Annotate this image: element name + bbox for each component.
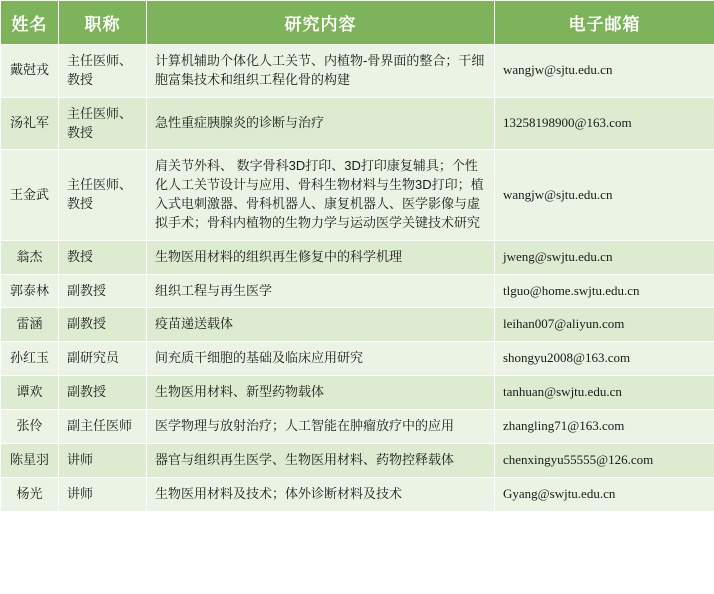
- cell-email: 13258198900@163.com: [495, 97, 714, 150]
- cell-title: 讲师: [59, 443, 147, 477]
- cell-research: 组织工程与再生医学: [147, 274, 495, 308]
- cell-research: 疫苗递送载体: [147, 308, 495, 342]
- cell-title: 教授: [59, 240, 147, 274]
- cell-email: chenxingyu55555@126.com: [495, 443, 714, 477]
- cell-title: 副教授: [59, 376, 147, 410]
- cell-email: wangjw@sjtu.edu.cn: [495, 150, 714, 240]
- table-row: [1, 477, 714, 511]
- table-row: [1, 308, 714, 342]
- cell-title: 讲师: [59, 477, 147, 511]
- cell-title: 副教授: [59, 308, 147, 342]
- cell-research: 器官与组织再生医学、生物医用材料、药物控释载体: [147, 443, 495, 477]
- cell-name: 孙红玉: [1, 342, 59, 376]
- cell-name: 戴尅戎: [1, 45, 59, 98]
- cell-email: leihan007@aliyun.com: [495, 308, 714, 342]
- cell-email: tlguo@home.swjtu.edu.cn: [495, 274, 714, 308]
- cell-name: 王金武: [1, 150, 59, 240]
- cell-research: 生物医用材料及技术；体外诊断材料及技术: [147, 477, 495, 511]
- cell-name: 雷涵: [1, 308, 59, 342]
- table-row: [1, 240, 714, 274]
- cell-title: 副教授: [59, 274, 147, 308]
- column-header-email: 电子邮箱: [495, 1, 714, 45]
- cell-title: 主任医师、教授: [59, 150, 147, 240]
- cell-email: zhangling71@163.com: [495, 409, 714, 443]
- cell-email: jweng@swjtu.edu.cn: [495, 240, 714, 274]
- cell-name: 谭欢: [1, 376, 59, 410]
- table-row: [1, 150, 714, 240]
- table-row: [1, 45, 714, 98]
- table-header-row: [1, 1, 714, 45]
- cell-title: 主任医师、教授: [59, 45, 147, 98]
- table-row: [1, 376, 714, 410]
- cell-research: 急性重症胰腺炎的诊断与治疗: [147, 97, 495, 150]
- cell-email: shongyu2008@163.com: [495, 342, 714, 376]
- cell-email: wangjw@sjtu.edu.cn: [495, 45, 714, 98]
- table-row: [1, 274, 714, 308]
- table-body: [1, 45, 714, 512]
- table-row: [1, 443, 714, 477]
- column-header-name: 姓名: [1, 1, 59, 45]
- cell-email: Gyang@swjtu.edu.cn: [495, 477, 714, 511]
- table-header: [1, 1, 714, 45]
- cell-name: 陈星羽: [1, 443, 59, 477]
- cell-research: 计算机辅助个体化人工关节、内植物-骨界面的整合；干细胞富集技术和组织工程化骨的构建: [147, 45, 495, 98]
- column-header-research: 研究内容: [147, 1, 495, 45]
- table-row: [1, 409, 714, 443]
- cell-research: 生物医用材料、新型药物载体: [147, 376, 495, 410]
- cell-title: 主任医师、教授: [59, 97, 147, 150]
- cell-name: 汤礼军: [1, 97, 59, 150]
- column-header-title: 职称: [59, 1, 147, 45]
- table-row: [1, 342, 714, 376]
- cell-title: 副研究员: [59, 342, 147, 376]
- cell-research: 生物医用材料的组织再生修复中的科学机理: [147, 240, 495, 274]
- cell-title: 副主任医师: [59, 409, 147, 443]
- cell-name: 翁杰: [1, 240, 59, 274]
- cell-research: 医学物理与放射治疗；人工智能在肿瘤放疗中的应用: [147, 409, 495, 443]
- table-row: [1, 97, 714, 150]
- cell-research: 间充质干细胞的基础及临床应用研究: [147, 342, 495, 376]
- cell-email: tanhuan@swjtu.edu.cn: [495, 376, 714, 410]
- cell-research: 肩关节外科、 数字骨科3D打印、3D打印康复辅具；个性化人工关节设计与应用、骨科生物材料与生物3D打印；植入式电刺激器、骨科机器人、康复机器人、医学影像与虚拟手术；骨科内植物的生物力学与运动医学关键技术研究: [147, 150, 495, 240]
- cell-name: 郭泰林: [1, 274, 59, 308]
- cell-name: 杨光: [1, 477, 59, 511]
- cell-name: 张伶: [1, 409, 59, 443]
